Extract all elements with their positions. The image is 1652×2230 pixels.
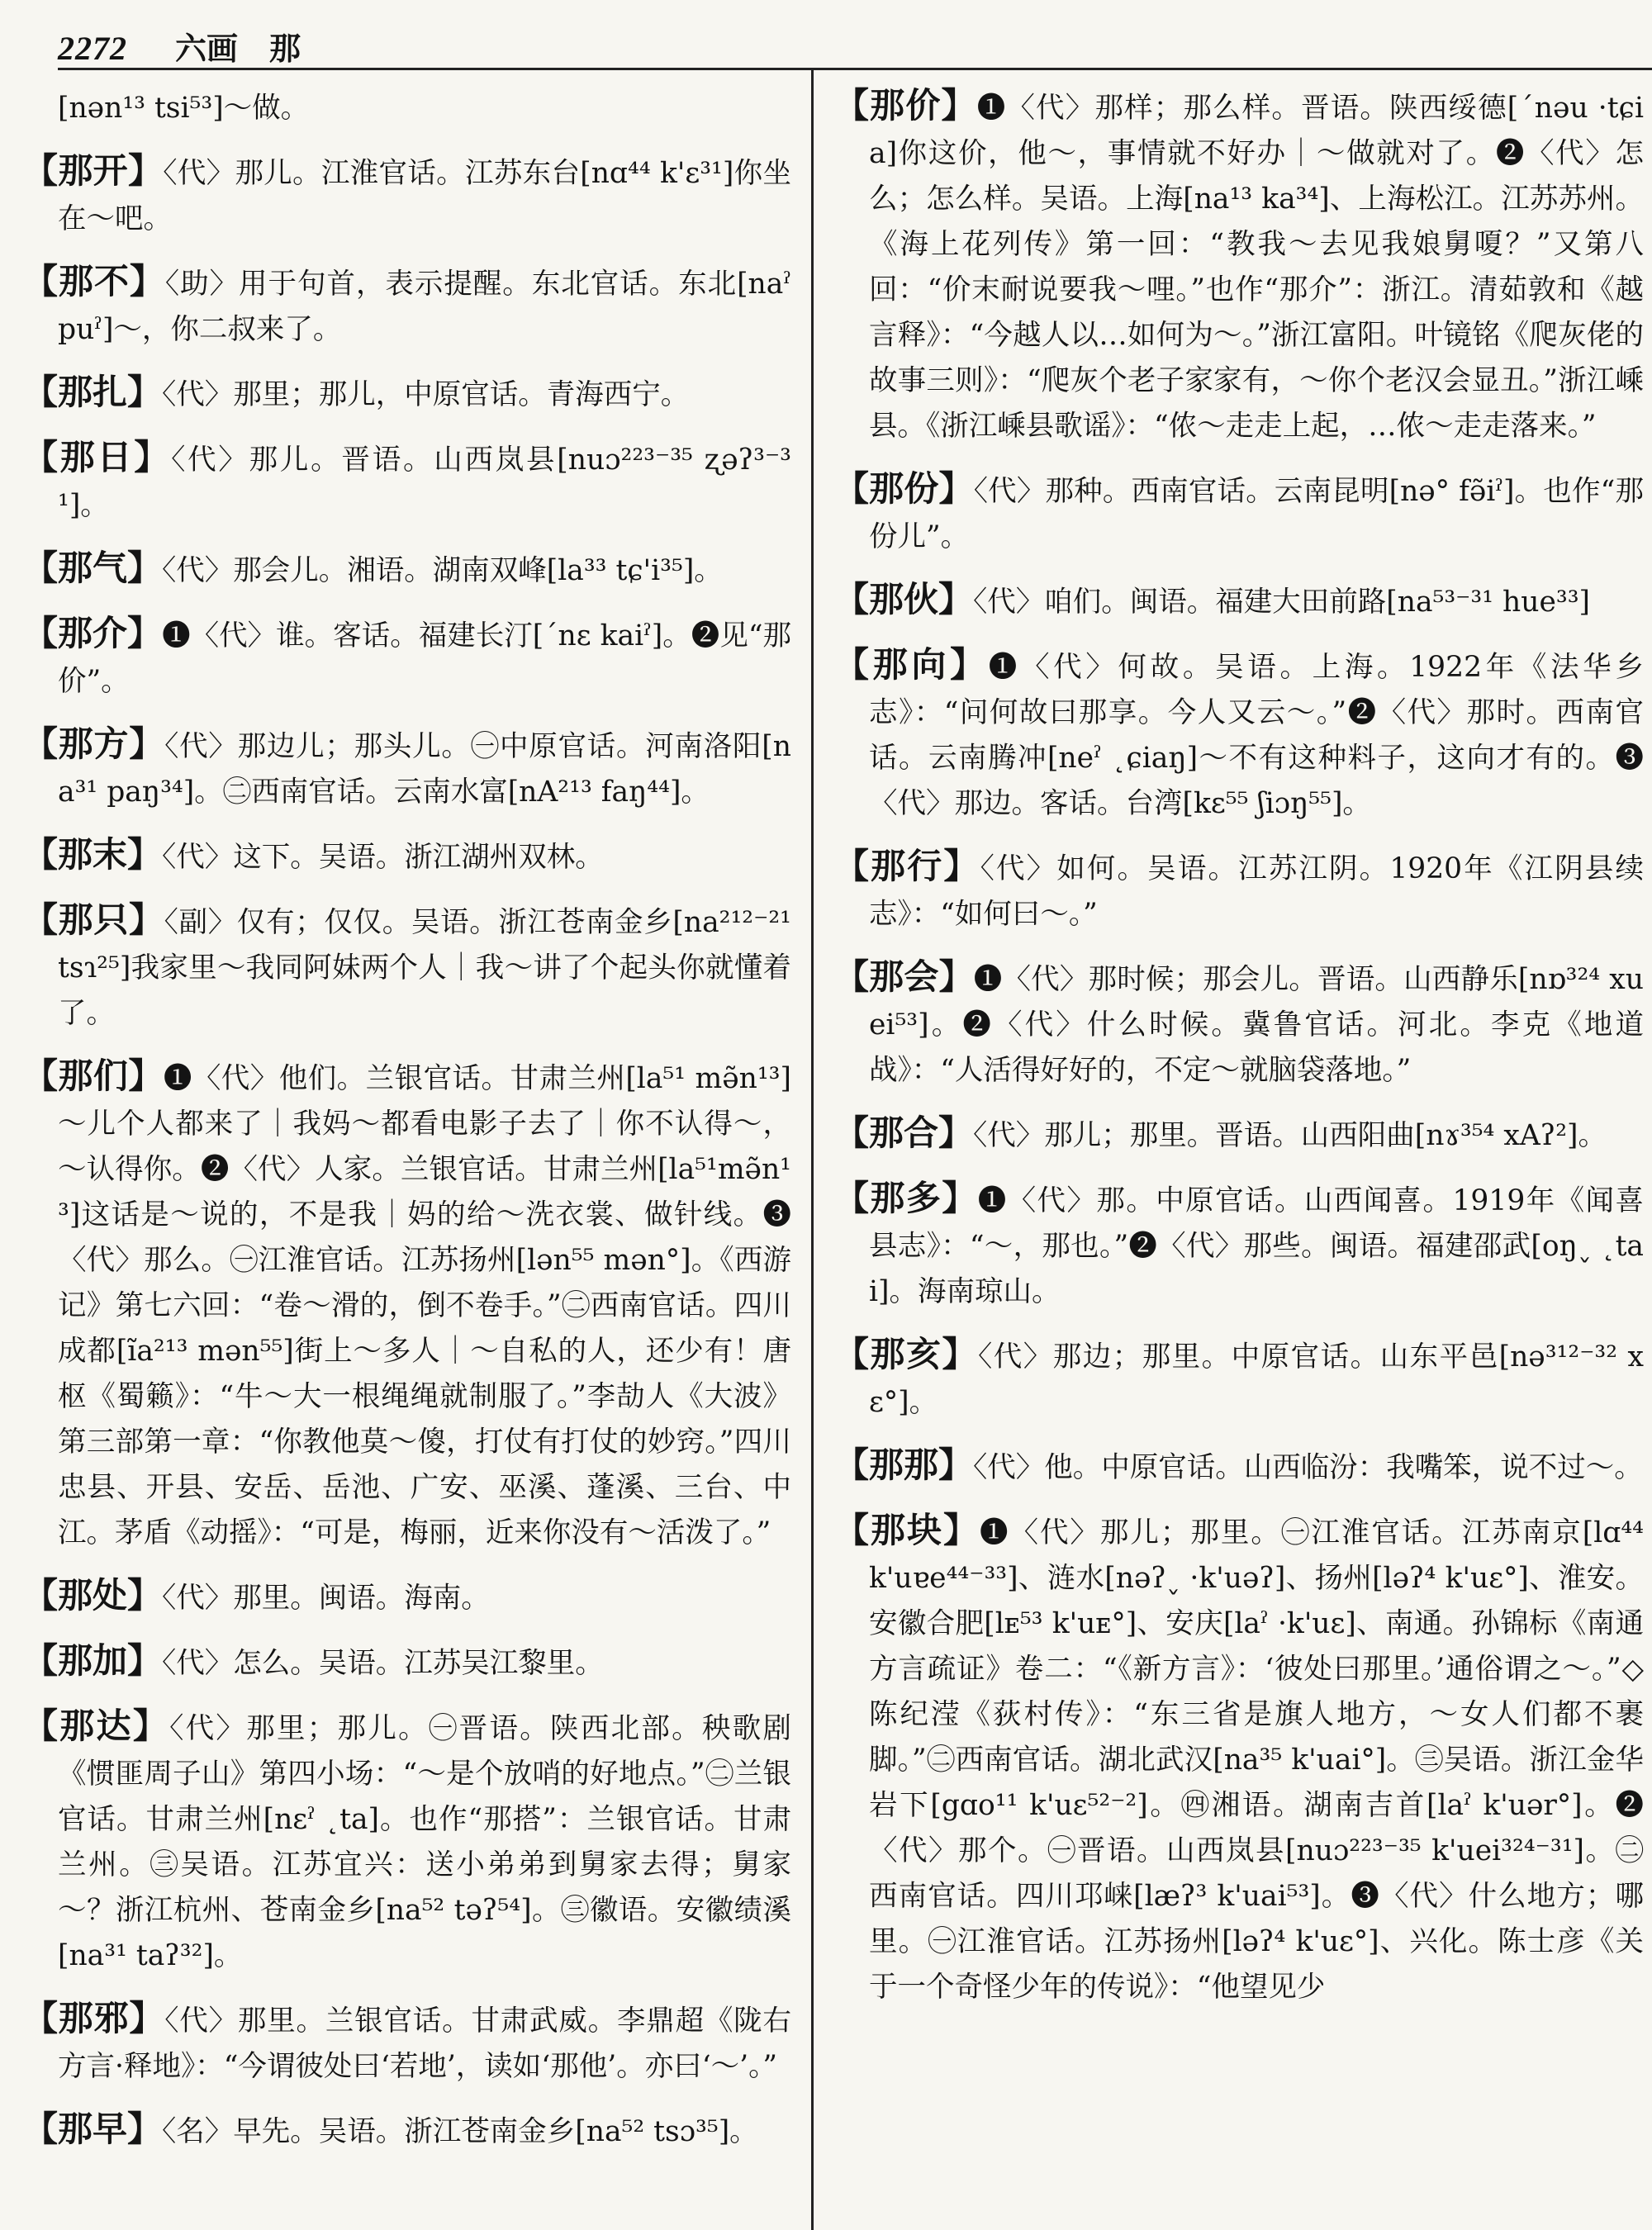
entry-headword: 【那邪】 [23,1998,165,2038]
page-number: 2272 [58,30,127,67]
dictionary-entry [834,1507,1644,2010]
entry-headword: 【那扎】 [23,372,163,412]
dictionary-entry [23,1703,791,1979]
entry-headword: 【那块】 [834,1510,980,1550]
entry-text: 〈代〉那里。闽语。海南。 [162,1582,490,1615]
entry-text: 〈代〉那里；那儿。㊀晋语。陕西北部。秧歌剧《惯匪周子山》第四小场：“～是个放哨的好地点。”㊁兰银官话。甘肃兰州[nɛˀ ˛ta]。也作“那搭”：兰银官话。甘肃兰州。㊂吴语。江苏宜兴：送小弟弟到舅家去得；舅家～？浙江杭州、苍南金乡[na⁵² təʔ⁵⁴]。㊂徽语。安徽绩溪[na³¹ taʔ³²]。 [58,1712,791,1972]
dictionary-entry [23,148,791,242]
dictionary-entry [834,83,1644,449]
dictionary-entry [834,1442,1644,1491]
dictionary-entry [834,843,1644,937]
entry-headword: 【那合】 [834,1113,974,1153]
entry-headword: 【那方】 [23,724,165,764]
dictionary-entry [834,1110,1644,1159]
entry-text: ❶〈代〉那样；那么样。晋语。陕西绥德[ˊnəu ·tɕia]你这价，他～，事情就不好办｜～做就对了。❷〈代〉怎么；怎么样。吴语。上海[na¹³ ka³⁴]、上海松江。江苏苏州。《海上花列传》第一回：“教我～去见我娘舅嗄？”又第八回：“价末耐说要我～哩。”也作“那介”：浙江。清茹敦和《越言释》：“今越人以…如何为～。”浙江富阳。叶镜铭《爬灰佬的故事三则》：“爬灰个老子家家有，～你个老汉会显丑。”浙江嵊县。《浙江嵊县歌谣》：“侬～走走上起，…侬～走走落来。” [869,92,1644,443]
entry-text: 〈代〉那里；那儿，中原官话。青海西宁。 [162,378,690,411]
entry-text: ❶〈代〉那儿；那里。㊀江淮官话。江苏南京[lɑ⁴⁴ k'uɐe⁴⁴⁻³³]、涟水[nəʔ˯ ·k'uəʔ]、扬州[ləʔ⁴ k'uɛ°]、淮安。安徽合肥[lᴇ⁵³ k'uᴇ°]、安庆[laˀ ·k'uɛ]、南通。孙锦标《南通方言疏证》卷二：“《新方言》：‘彼处曰那里。’通俗谓之～。”◇陈纪滢《荻村传》：“东三省是旗人地方，～女人们都不裹脚。”㊁西南官话。湖北武汉[na³⁵ k'uai°]。㊂吴语。浙江金华岩下[gɑo¹¹ k'uɛ⁵²⁻²]。㊃湘语。湖南吉首[laˀ k'uər°]。❷〈代〉那个。㊀晋语。山西岚县[nuɔ²²³⁻³⁵ k'uei³²⁴⁻³¹]。㊁西南官话。四川邛崃[læʔ³ k'uai⁵³]。❸〈代〉什么地方；哪里。㊀江淮官话。江苏扬州[ləʔ⁴ k'uɛ°]、兴化。陈士彦《关于一个奇怪少年的传说》：“他望见少 [869,1516,1644,2004]
entry-text: ❶〈代〉那。中原官话。山西闻喜。1919年《闻喜县志》：“～，那也。”❷〈代〉那些。闽语。福建邵武[oŋ˯ ˛tai]。海南琼山。 [869,1184,1644,1308]
dictionary-entry [834,954,1644,1094]
entry-text: 〈代〉如何。吴语。江苏江阴。1920年《江阴县续志》：“如何曰～。” [869,852,1644,931]
entry-text: 〈代〉怎么。吴语。江苏吴江黎里。 [162,1647,604,1680]
dictionary-entry [23,832,791,880]
dictionary-entry [23,545,791,594]
entry-headword: 【那价】 [834,85,977,126]
entry-headword: 【那行】 [834,846,980,886]
entry-text: 〈代〉咱们。闽语。福建大田前路[na⁵³⁻³¹ hue³³] [973,586,1590,619]
entry-headword: 【那只】 [23,899,164,940]
entry-headword: 【那们】 [23,1056,164,1096]
right-column [834,83,1644,2230]
entry-text: [nən¹³ tsi⁵³]～做。 [58,92,310,125]
entry-text: 〈代〉那儿。晋语。山西岚县[nuɔ²²³⁻³⁵ ʐəʔ³⁻³¹]。 [58,444,791,522]
dictionary-entry [23,897,791,1037]
entry-text: ❶〈代〉何故。吴语。上海。1922年《法华乡志》：“问何故曰那享。今人又云～。”❷〈代〉那时。西南官话。云南腾冲[neˀ ˛ɕiaŋ]～不有这种料子，这向才有的。❸〈代〉那边。客话。台湾[kɛ⁵⁵ ʃiɔŋ⁵⁵]。 [869,651,1644,820]
entry-headword: 【那处】 [23,1575,163,1616]
header-rule [58,68,1652,70]
dictionary-entry [23,2106,791,2155]
entry-headword: 【那那】 [834,1445,974,1485]
entry-text: 〈助〉用于句首，表示提醒。东北官话。东北[naˀ puˀ]～，你二叔来了。 [58,268,791,346]
entry-headword: 【那日】 [23,437,172,477]
dictionary-entry [23,1995,791,2090]
entry-headword: 【那伙】 [834,579,974,619]
dictionary-entry [834,642,1644,827]
entry-headword: 【那会】 [834,956,974,997]
entry-text: 〈名〉早先。吴语。浙江苍南金乡[na⁵² tsɔ³⁵]。 [162,2115,758,2148]
entry-text: 〈代〉这下。吴语。浙江湖州双林。 [162,841,604,874]
entry-headword: 【那末】 [23,834,163,875]
left-column [23,83,791,2230]
dictionary-entry [23,83,791,131]
column-divider [811,68,814,2230]
dictionary-entry [834,1175,1644,1315]
entry-headword: 【那不】 [23,261,165,301]
dictionary-entry [23,1638,791,1687]
entry-text: 〈副〉仅有；仅仅。吴语。浙江苍南金乡[na²¹²⁻²¹ tsɿ²⁵]我家里～我同阿妹两个人｜我～讲了个起头你就懂着了。 [58,906,791,1030]
dictionary-entry [834,576,1644,625]
dictionary-entry [23,610,791,705]
entry-headword: 【那达】 [23,1706,170,1746]
entry-text: 〈代〉那里。兰银官话。甘肃武威。李鼎超《陇右方言·释地》：“今谓彼处曰‘若地’，读如‘那他’。亦曰‘～’。” [58,2005,791,2083]
dictionary-entry [23,369,791,418]
dictionary-entry [23,434,791,529]
entry-headword: 【那开】 [23,150,164,191]
entry-text: 〈代〉那边儿；那头儿。㊀中原官话。河南洛阳[na³¹ paŋ³⁴]。㊁西南官话。云南水富[nA²¹³ faŋ⁴⁴]。 [58,730,791,809]
entry-text: ❶〈代〉那时候；那会儿。晋语。山西静乐[nɒ³²⁴ xuei⁵³]。❷〈代〉什么时候。冀鲁官话。河北。李克《地道战》：“人活得好好的，不定～就脑袋落地。” [869,963,1644,1087]
entry-text: 〈代〉那会儿。湘语。湖南双峰[la³³ tɕ'i³⁵]。 [162,554,723,587]
entry-headword: 【那多】 [834,1178,978,1218]
entry-text: 〈代〉那儿；那里。晋语。山西阳曲[nɤ³⁵⁴ xAʔ²]。 [973,1119,1607,1152]
dictionary-entry [834,1331,1644,1426]
entry-text: 〈代〉那儿。江淮官话。江苏东台[nɑ⁴⁴ k'ɛ³¹]你坐在～吧。 [58,157,791,235]
entry-text: ❶〈代〉谁。客话。福建长汀[ˊnɛ kaiˀ]。❷见“那价”。 [58,619,791,698]
dictionary-entry [23,1053,791,1556]
dictionary-entry [23,721,791,815]
entry-headword: 【那气】 [23,548,163,588]
entry-headword: 【那加】 [23,1640,163,1681]
entry-headword: 【那介】 [23,613,163,653]
entry-headword: 【那份】 [834,468,974,509]
dictionary-entry [23,259,791,353]
running-head: 六画 那 [175,30,301,67]
entry-text: 〈代〉那边；那里。中原官话。山东平邑[nə³¹²⁻³² xɛ°]。 [869,1340,1644,1419]
dictionary-entry [834,466,1644,560]
page-header [58,23,301,73]
entry-text: ❶〈代〉他们。兰银官话。甘肃兰州[la⁵¹ mə̃n¹³]～儿个人都来了｜我妈～都看电影子去了｜你不认得～，～认得你。❷〈代〉人家。兰银官话。甘肃兰州[la⁵¹mə̃n¹³]这话是～说的，不是我｜妈的给～洗衣裳、做针线。❸〈代〉那么。㊀江淮官话。江苏扬州[lən⁵⁵ mən°]。《西游记》第七六回：“卷～滑的，倒不卷手。”㊁西南官话。四川成都[ĩa²¹³ mən⁵⁵]街上～多人｜～自私的人，还少有！唐枢《蜀籁》：“牛～大一根绳绳就制服了。”李劼人《大波》第三部第一章：“你教他莫～傻，打仗有打仗的妙窍。”四川忠县、开县、安岳、岳池、广安、巫溪、蓬溪、三台、中江。茅盾《动摇》：“可是，梅丽，近来你没有～活泼了。” [58,1062,791,1549]
entry-headword: 【那亥】 [834,1334,978,1374]
entry-headword: 【那早】 [23,2109,163,2149]
entry-text: 〈代〉他。中原官话。山西临汾：我嘴笨，说不过～。 [973,1451,1643,1484]
entry-headword: 【那向】 [834,644,989,685]
dictionary-entry [23,1573,791,1621]
entry-text: 〈代〉那种。西南官话。云南昆明[nə° fə̃iˀ]。也作“那份儿”。 [869,475,1644,553]
